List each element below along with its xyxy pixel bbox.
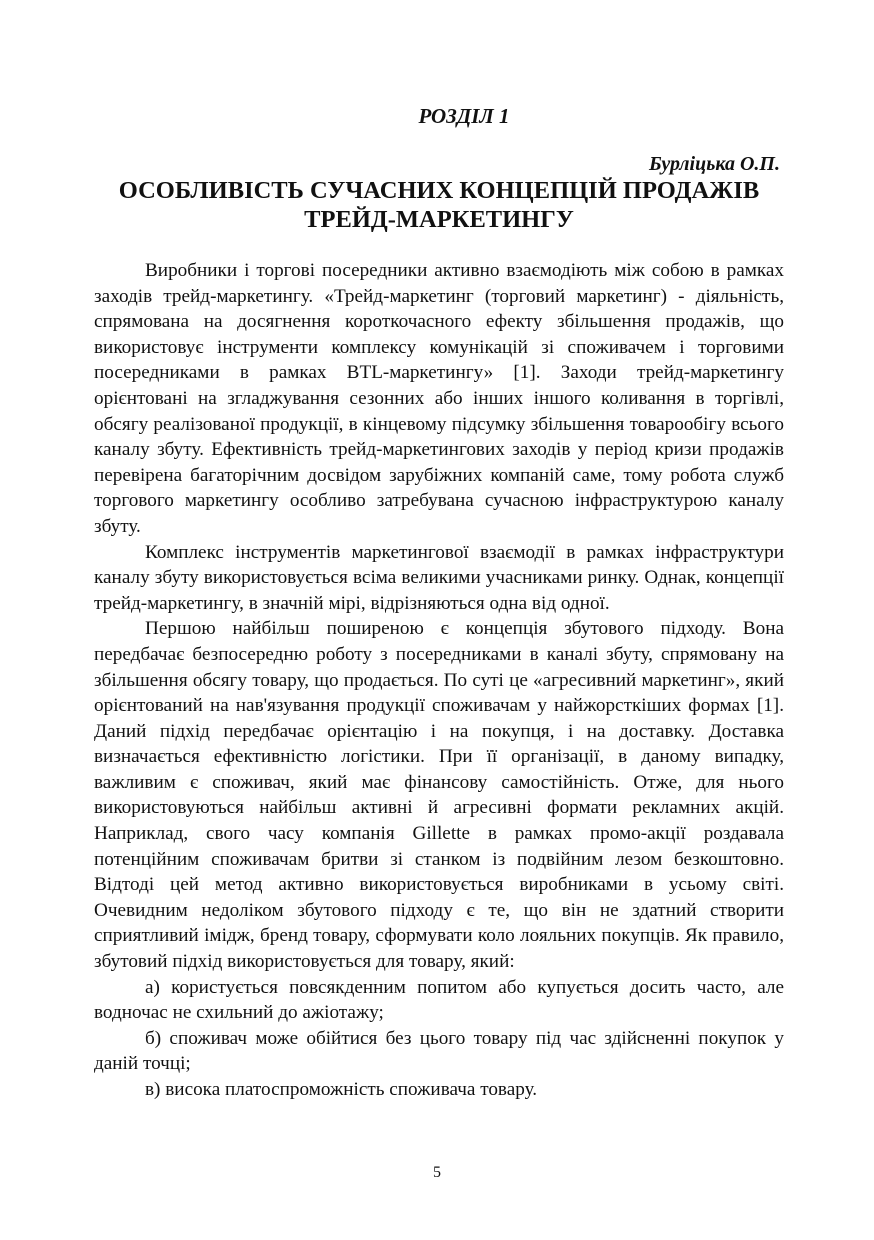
page-number: 5 bbox=[433, 1164, 441, 1181]
author-name: Бурліцька О.П. bbox=[648, 153, 780, 175]
article-body bbox=[94, 258, 784, 1103]
list-item-c: в) висока платоспроможність споживача товару. bbox=[145, 1079, 538, 1100]
section-label: РОЗДІЛ 1 bbox=[418, 104, 510, 128]
paragraph-3: Першою найбільш поширеною є концепція збутового підходу. Вона передбачає безпосередню роботу з посередниками в каналі збуту, спрямовану на збільшення обсягу товару, що продається. По суті це «агресивний маркетинг», який орієнтований на нав'язування продукції споживачам у найжорсткіших формах [1]. Даний підхід передбачає орієнтацію і на покупця, і на доставку. Доставка визначається ефективністю логістики. При її організації, в даному випадку, важливим є споживач, який має фінансову самостійність. Отже, для нього використовуються найбільш активні й агресивні формати рекламних акцій. Наприклад, свого часу компанія Gillette в рамках промо-акції роздавала потенційним споживачам бритви зі станком із подвійним лезом безкоштовно. Відтоді цей метод активно використовується виробниками в усьому світі. Очевидним недоліком збутового підходу є те, що він не здатний створити сприятливий імідж, бренд товару, сформувати коло лояльних покупців. Як правило, збутовий підхід використовується для товару, який: bbox=[94, 618, 784, 973]
title-line-1: ОСОБЛИВІСТЬ СУЧАСНИХ КОНЦЕПЦІЙ ПРОДАЖІВ bbox=[118, 177, 760, 204]
list-item-b: б) споживач може обійтися без цього товару під час здійсненні покупок у даній точці; bbox=[94, 1027, 784, 1075]
list-item-a: а) користується повсякденним попитом або купується досить часто, але водночас не схильний до ажіотажу; bbox=[94, 976, 784, 1024]
paragraph-2: Комплекс інструментів маркетингової взаємодії в рамках інфраструктури каналу збуту використовується всіма великими учасниками ринку. Однак, концепції трейд-маркетингу, в значній мірі, відрізняються одна від одної. bbox=[94, 541, 784, 614]
title-line-2: ТРЕЙД-МАРКЕТИНГУ bbox=[304, 206, 574, 233]
paragraph-1: Виробники і торгові посередники активно взаємодіють між собою в рамках заходів трейд-маркетингу. «Трейд-маркетинг (торговий маркетинг) - діяльність, спрямована на досягнення короткочасного ефекту збільшення продажів, що використовує інструменти комплексу комунікацій зі споживачем і торговими посередниками в рамках BTL-маркетингу» [1]. Заходи трейд-маркетингу орієнтовані на згладжування сезонних або інших іншого коливання в торгівлі, обсягу реалізованої продукції, в кінцевому підсумку збільшення товарообігу всього каналу збуту. Ефективність трейд-маркетингових заходів у період кризи продажів перевірена багаторічним досвідом зарубіжних компаній саме, тому робота служб торгового маркетингу особливо затребувана сучасною інфраструктурою каналу збуту. bbox=[94, 260, 784, 537]
article-title bbox=[94, 176, 784, 234]
